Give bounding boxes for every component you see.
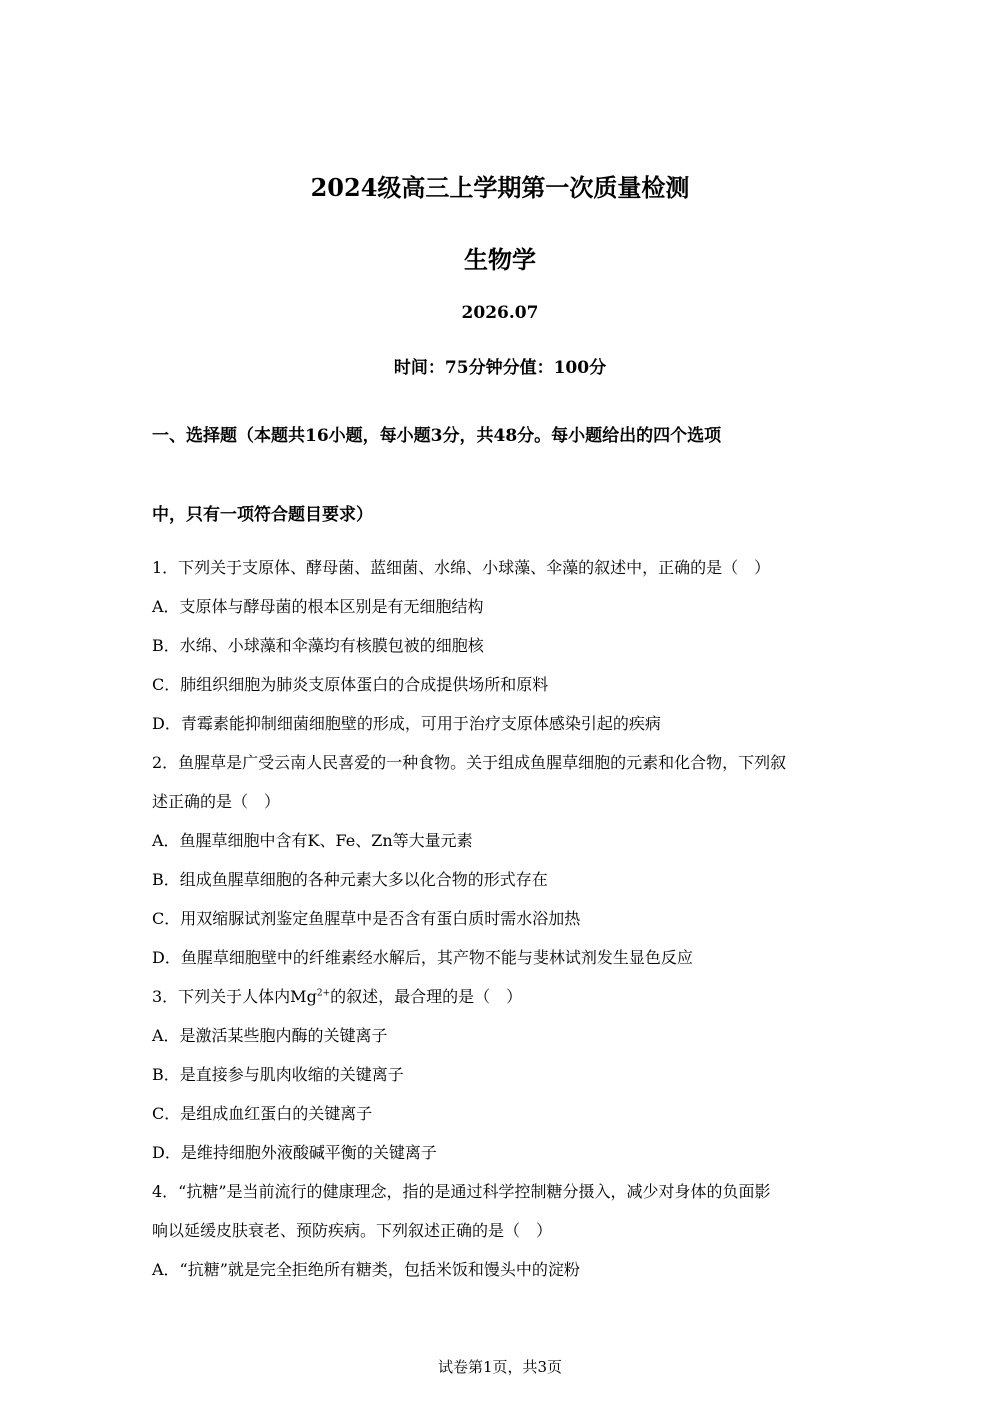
section-heading-line-1: 一、选择题（本题共16小题，每小题3分，共48分。每小题给出的四个选项 bbox=[152, 426, 722, 446]
question-4-stem-line-1: 4．“抗糖”是当前流行的健康理念，指的是通过科学控制糖分摄入，减少对身体的负面影 bbox=[152, 1182, 771, 1201]
subject-title: 生物学 bbox=[464, 245, 536, 274]
page-footer: 试卷第1页，共3页 bbox=[437, 1358, 563, 1376]
exam-date: 2026.07 bbox=[461, 303, 539, 323]
question-1-option-b: B．水绵、小球藻和伞藻均有核膜包被的细胞核 bbox=[152, 636, 484, 655]
question-3-stem-pre: 3．下列关于人体内Mg bbox=[152, 987, 317, 1006]
question-4-stem-line-2: 响以延缓皮肤衰老、预防疾病。下列叙述正确的是（ ） bbox=[152, 1221, 553, 1240]
question-1-option-d: D．青霉素能抑制细菌细胞壁的形成，可用于治疗支原体感染引起的疾病 bbox=[152, 714, 661, 733]
question-3-option-a: A．是激活某些胞内酶的关键离子 bbox=[152, 1026, 388, 1045]
question-2-option-c: C．用双缩脲试剂鉴定鱼腥草中是否含有蛋白质时需水浴加热 bbox=[152, 909, 581, 928]
exam-title: 2024级高三上学期第一次质量检测 bbox=[310, 173, 690, 202]
question-2-option-b: B．组成鱼腥草细胞的各种元素大多以化合物的形式存在 bbox=[152, 870, 548, 889]
section-heading-line-2: 中，只有一项符合题目要求） bbox=[152, 505, 373, 525]
question-4-option-a: A．“抗糖”就是完全拒绝所有糖类，包括米饭和馒头中的淀粉 bbox=[152, 1260, 580, 1279]
question-1-stem: 1．下列关于支原体、酵母菌、蓝细菌、水绵、小球藻、伞藻的叙述中，正确的是（ ） bbox=[152, 558, 771, 577]
question-2-stem-line-2: 述正确的是（ ） bbox=[152, 792, 281, 811]
question-3-stem-post: 的叙述，最合理的是（ ） bbox=[330, 987, 523, 1006]
ion-charge-superscript: 2+ bbox=[316, 988, 331, 999]
question-2-stem-line-1: 2．鱼腥草是广受云南人民喜爱的一种食物。关于组成鱼腥草细胞的元素和化合物，下列叙 bbox=[152, 753, 787, 772]
question-3-option-b: B．是直接参与肌肉收缩的关键离子 bbox=[152, 1065, 404, 1084]
question-3-option-c: C．是组成血红蛋白的关键离子 bbox=[152, 1104, 373, 1123]
question-3-option-d: D．是维持细胞外液酸碱平衡的关键离子 bbox=[152, 1143, 437, 1162]
question-3-stem bbox=[152, 984, 852, 1007]
question-2-option-d: D．鱼腥草细胞壁中的纤维素经水解后，其产物不能与斐林试剂发生显色反应 bbox=[152, 948, 693, 967]
question-1-option-a: A．支原体与酵母菌的根本区别是有无细胞结构 bbox=[152, 597, 484, 616]
time-score-info: 时间：75分钟分值：100分 bbox=[393, 358, 607, 378]
question-1-option-c: C．肺组织细胞为肺炎支原体蛋白的合成提供场所和原料 bbox=[152, 675, 549, 694]
question-2-option-a: A．鱼腥草细胞中含有K、Fe、Zn等大量元素 bbox=[152, 831, 473, 850]
